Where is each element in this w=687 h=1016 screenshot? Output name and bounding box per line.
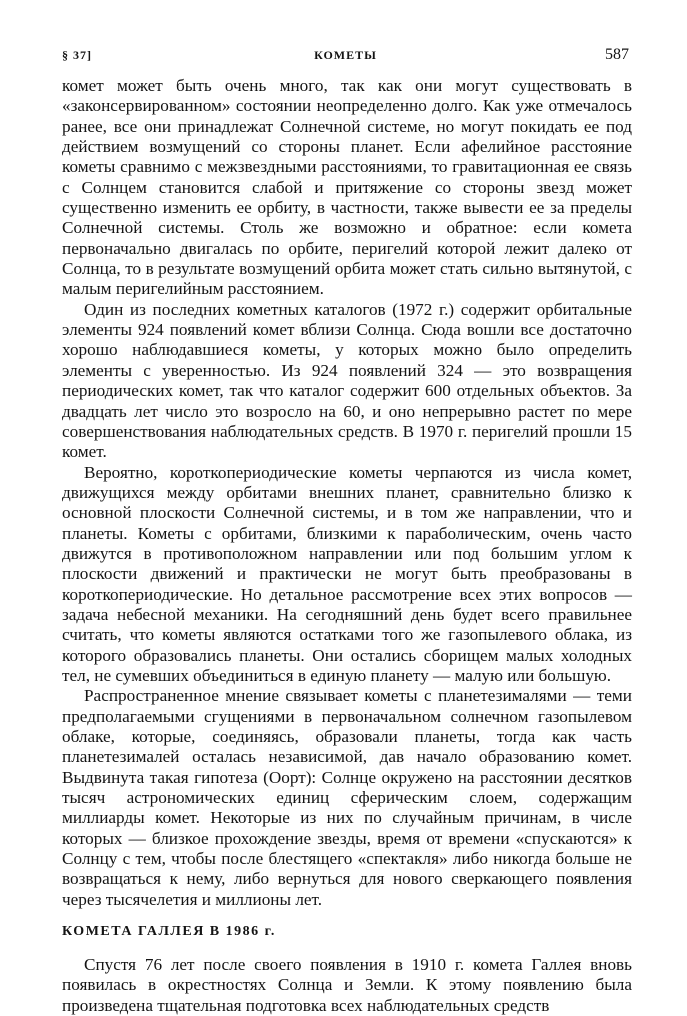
paragraph-planetesimals: Распространенное мнение связывает кометы с планетезималями — теми предполагаемыми сгущениями в первоначальном солнечном газопылевом облаке, которые, соединяясь, образовали планеты, тогда как часть планетезималей осталась независимой, дав начало образованию комет. Выдвинута такая гипотеза (Оорт): Солнце окружено на расстоянии десятков тысяч астрономических единиц сферическим слоем, содержащим миллиарды комет. Некоторые из них по случайным причинам, в числе которых — близкое прохождение звезды, время от времени «спускаются» к Солнцу с тем, чтобы после блестящего «спектакля» либо никогда больше не возвращаться к нему, либо вернуться для нового сверкающего появления через тысячелетия и миллионы лет.	[62, 686, 632, 909]
section-reference: § 37]	[62, 48, 92, 62]
paragraph-halley: Спустя 76 лет после своего появления в 1910 г. комета Галлея вновь появилась в окрестностях Солнца и Земли. К этому появлению была произведена тщательная подготовка всех наблюдательных средств	[62, 955, 632, 1015]
paragraph-catalog: Один из последних кометных каталогов (1972 г.) содержит орбитальные элементы 924 появлений комет вблизи Солнца. Сюда вошли все достаточно хорошо наблюдавшиеся кометы, у которых можно было определить элементы с уверенностью. Из 924 появлений 324 — это возвращения периодических комет, так что каталог содержит 600 отдельных объектов. За двадцать лет число это возросло на 60, и оно непрерывно растет по мере совершенствования наблюдательных средств. В 1970 г. перигелий прошли 15 комет.	[62, 299, 632, 462]
section-heading: КОМЕТА ГАЛЛЕЯ В 1986 г.	[62, 924, 276, 940]
paragraph-continuation: комет может быть очень много, так как они могут существовать в «законсервированном» состоянии неопределенно долго. Как уже отмечалось ранее, все они принадлежат Солнечной системе, но могут покидать ее под действием возмущений со стороны планет. Если афелийное расстояние кометы сравнимо с межзвездными расстояниями, то гравитационная ее связь с Солнцем становится слабой и притяжение со стороны звезд может существенно изменить ее орбиту, в частности, также вывести ее за пределы Солнечной системы. Столь же возможно и обратное: если комета первоначально двигалась по орбите, перигелий которой лежит далеко от Солнца, то в результате возмущений орбита может стать сильно вытянутой, с малым перигелийным расстоянием.	[62, 76, 632, 299]
running-title: КОМЕТЫ	[314, 48, 377, 62]
paragraph-short-period: Вероятно, короткопериодические кометы черпаются из числа комет, движущихся между орбитами внешних планет, сравнительно близко к основной плоскости Солнечной системы, и в том же направлении, что и планеты. Кометы с орбитами, близкими к параболическим, очень часто движутся в противоположном направлении или под большим углом к плоскости движений и практически не могут быть преобразованы в короткопериодические. Но детальное рассмотрение всех этих вопросов — задача небесной механики. На сегодняшний день будет всего правильнее считать, что кометы являются остатками того же газопылевого облака, из которого образовались планеты. Они остались сборищем малых холодных тел, не сумевших объединиться в единую планету — малую или большую.	[62, 462, 632, 685]
running-header	[62, 46, 629, 68]
page-body	[62, 76, 632, 1016]
page-number: 587	[605, 46, 629, 63]
